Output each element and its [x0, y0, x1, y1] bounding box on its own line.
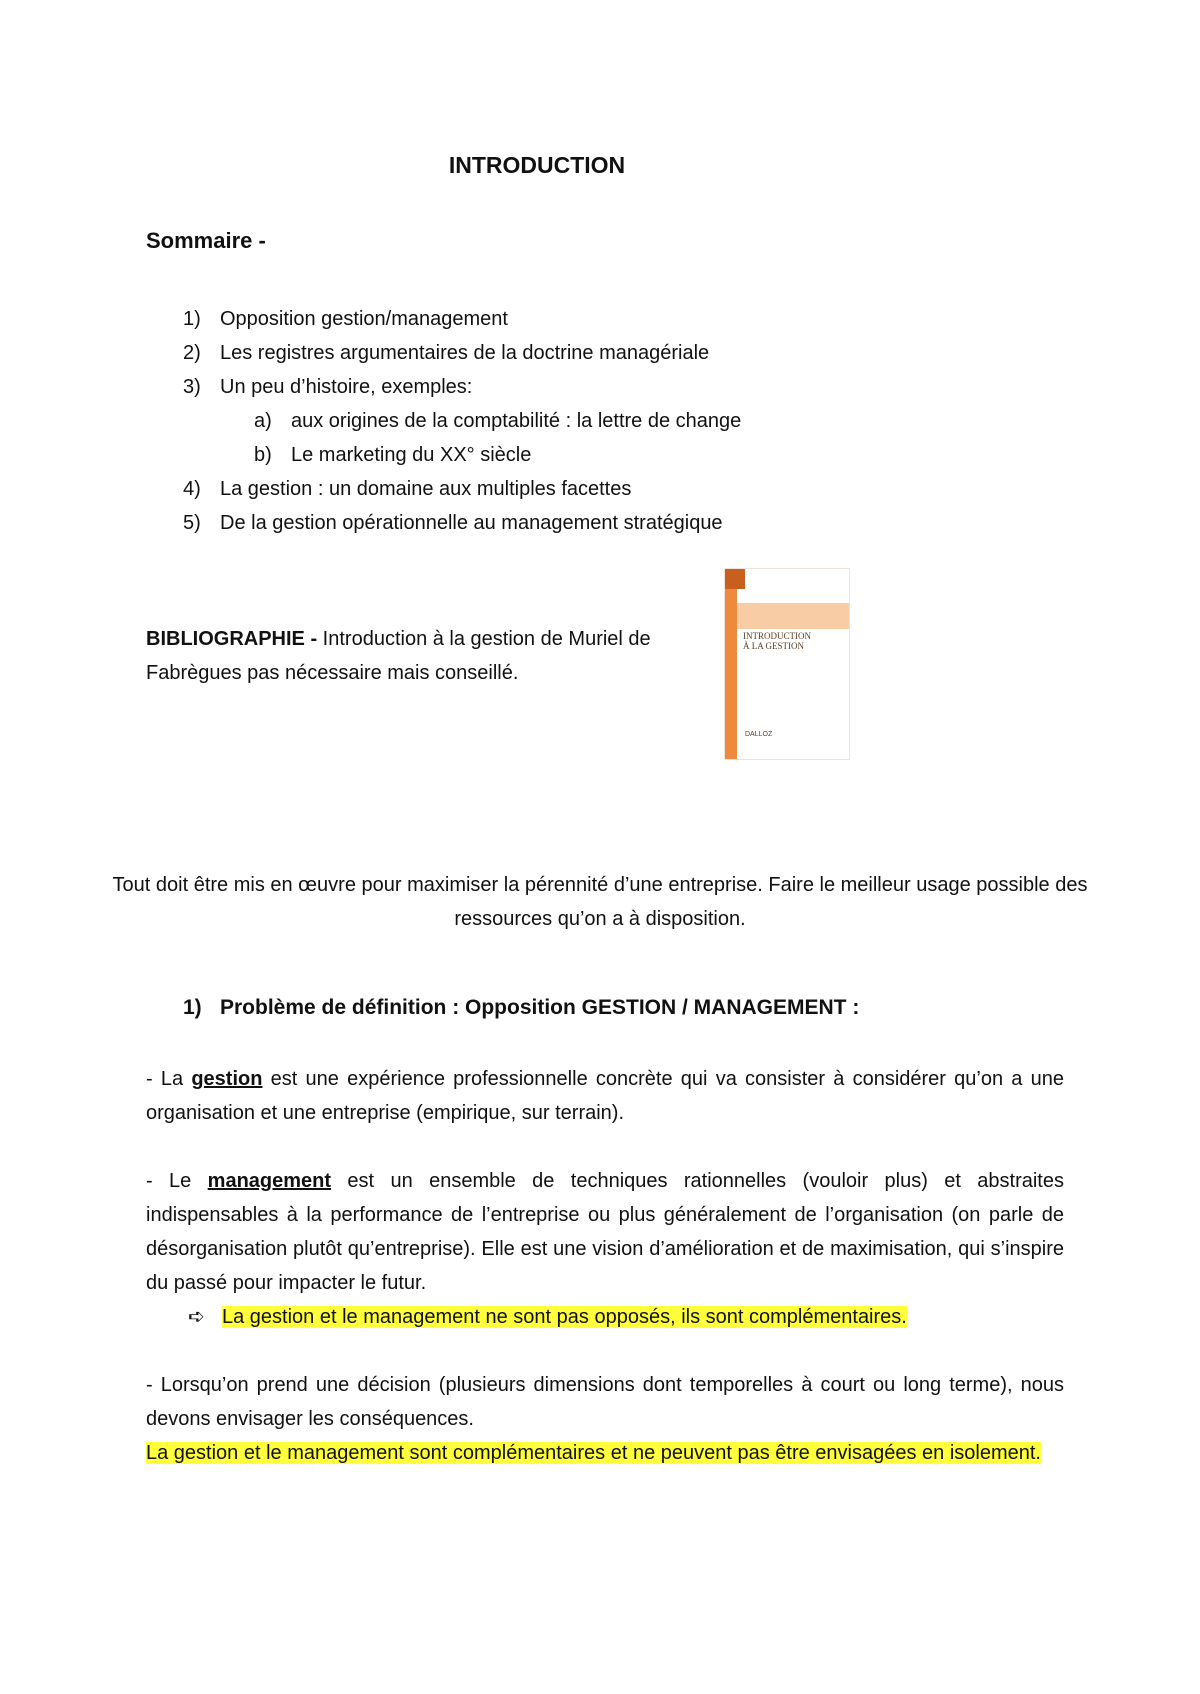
highlighted-conclusion: [146, 1436, 1064, 1470]
bibliography: [146, 622, 686, 690]
sommaire-heading: Sommaire -: [146, 228, 266, 253]
toc-subitem: [146, 404, 1046, 438]
toc-number: a): [254, 410, 272, 432]
term-management: management: [207, 1170, 332, 1192]
highlighted-text: La gestion et le management sont complémentaires et ne peuvent pas être envisagées en isolement.: [146, 1442, 1041, 1464]
toc-item: [146, 336, 1046, 370]
toc-number: 3): [183, 376, 201, 398]
book-cover-title: [743, 631, 811, 651]
toc-number: 4): [183, 478, 201, 500]
toc-text: Le marketing du XX° siècle: [291, 444, 532, 466]
toc-text: aux origines de la comptabilité : la lettre de change: [291, 410, 742, 432]
section-number: 1): [183, 996, 202, 1019]
book-cover-publisher: DALLOZ: [745, 731, 773, 738]
toc-item: [146, 472, 1046, 506]
book-cover-thumbnail: [725, 569, 745, 589]
book-cover-title-line1: INTRODUCTION: [743, 631, 811, 641]
bibliography-text: Introduction à la gestion de Muriel de Fabrègues pas nécessaire mais conseillé.: [146, 628, 651, 684]
page-title: INTRODUCTION: [448, 152, 626, 178]
toc-text: Opposition gestion/management: [220, 308, 508, 330]
section-title: Problème de définition : Opposition GESTION / MANAGEMENT :: [220, 996, 860, 1019]
paragraph-decision: - Lorsqu’on prend une décision (plusieurs dimensions dont temporelles à court ou long terme), nous devons envisager les conséquences.: [146, 1374, 1064, 1430]
toc-item: [146, 506, 1046, 540]
paragraph-management: [146, 1164, 1064, 1300]
toc-item: [146, 302, 1046, 336]
arrow-point: [188, 1300, 907, 1334]
paragraph-prefix: - Le: [146, 1170, 208, 1192]
toc-text: Les registres argumentaires de la doctrine managériale: [220, 342, 710, 364]
toc-text: De la gestion opérationnelle au management stratégique: [220, 512, 723, 534]
bibliography-label: BIBLIOGRAPHIE -: [146, 628, 318, 650]
book-cover-spine: [725, 569, 737, 759]
book-cover-band: [725, 603, 849, 629]
toc-subitem: [146, 438, 1046, 472]
intro-quote: Tout doit être mis en œuvre pour maximiser la pérennité d’une entreprise. Faire le meilleur usage possible des ressources qu’on a à disposition.: [112, 874, 1088, 930]
toc-number: 2): [183, 342, 201, 364]
term-gestion: gestion: [191, 1068, 263, 1090]
toc-text: Un peu d’histoire, exemples:: [220, 376, 473, 398]
toc-number: 1): [183, 308, 201, 330]
arrow-right-icon: ➪: [188, 1306, 205, 1328]
toc-number: b): [254, 444, 272, 466]
toc-number: 5): [183, 512, 201, 534]
paragraph-gestion: [146, 1062, 1064, 1130]
toc-item: [146, 370, 1046, 404]
paragraph-prefix: - La: [146, 1068, 192, 1090]
highlighted-statement: La gestion et le management ne sont pas opposés, ils sont complémentaires.: [222, 1306, 907, 1328]
book-cover-title-line2: À LA GESTION: [743, 641, 804, 651]
table-of-contents: [146, 302, 1046, 540]
toc-text: La gestion : un domaine aux multiples facettes: [220, 478, 632, 500]
paragraph-text: est une expérience professionnelle concrète qui va consister à considérer qu’on a une organisation et une entreprise (empirique, sur terrain).: [146, 1068, 1065, 1124]
paragraph-text: est un ensemble de techniques rationnelles (vouloir plus) et abstraites indispensables à la performance de l’entreprise ou plus généralement de l’organisation (on parle de désorganisation plutôt qu’entreprise). Elle est une vision d’amélioration et de maximisation, qui s’inspire du passé pour impacter le futur.: [146, 1170, 1064, 1294]
book-cover-image: [724, 568, 850, 760]
